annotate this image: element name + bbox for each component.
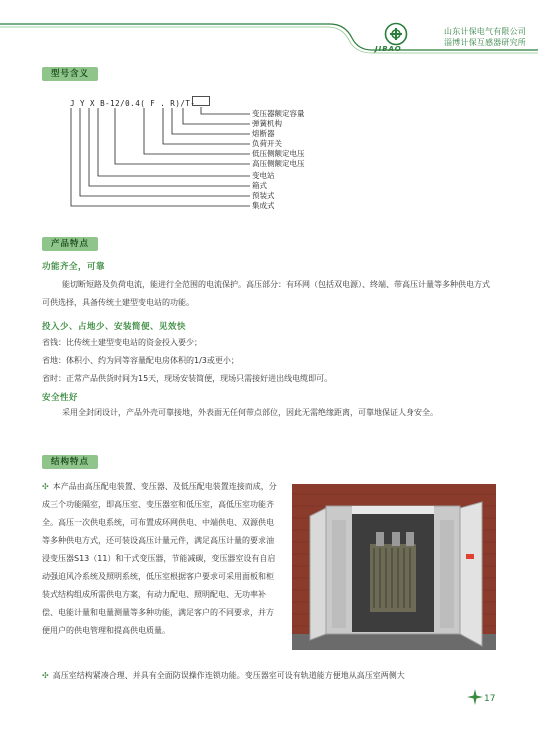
substation-photo: [292, 484, 496, 650]
feature-line-1: 省钱：比传统土建型变电站的资金投入要少；: [42, 338, 202, 347]
structure-text-1: 本产品由高压配电装置、变压器、及低压配电装置连接而成，分成三个功能隔室，即高压室、变压器室和低压室，高低压室功能齐全。高压一次供电系统，可布置成环网供电、中端供电、双源供电等多种供电方式，还可装设高压计量元件，满足高压计量的要求油浸变压器S13（11）和干式变压器，节能减碳，变压器室设有自启动强迫风冷系统及照明系统，低压室根据客户要求可采用面板和柜装式结构组成所需供电方案，有动力配电、照明配电、无功率补偿、电能计量和电量测量等多种功能，满足客户的不同要求，并方便用户的供电管理和提高供电质量。: [42, 482, 277, 635]
tree-label-10: 集成式: [252, 201, 275, 210]
structure-paragraph-2: [42, 670, 502, 681]
tree-label-1: 变压器额定容量: [252, 109, 305, 118]
bullet-star-icon: ✣: [42, 482, 49, 491]
tree-label-6: 高压侧额定电压: [252, 159, 305, 168]
tree-label-2: 弹簧机构: [252, 119, 282, 128]
section-product-features: 产品特点: [42, 237, 98, 251]
page-star-icon: [467, 689, 483, 705]
company-name-1: 山东计保电气有限公司: [444, 27, 526, 36]
feature-paragraph-3: 采用全封闭设计，产品外壳可靠接地，外表面无任何带点部位，因此无需绝缘距离，可靠地保证人身安全。: [62, 408, 438, 417]
section-structure-features: 结构特点: [42, 455, 98, 469]
tree-label-3: 熔断器: [252, 129, 275, 138]
feature-paragraph-1: 能切断短路及负荷电流，能进行全范围的电流保护。高压部分：有环网（包括双电源）、终端、带高压计量等多种供电方式可供选择，具备传统土建型变电站的功能。: [42, 280, 490, 307]
structure-paragraph-1: [42, 478, 279, 640]
tree-label-7: 变电站: [252, 171, 275, 180]
section-model-meaning: 型号含义: [42, 67, 98, 81]
tree-label-5: 低压侧额定电压: [252, 149, 305, 158]
feature-heading-3: 安全性好: [42, 393, 79, 403]
company-name-2: 淄博计保互感器研究所: [444, 38, 526, 47]
model-tree-diagram: [60, 104, 260, 226]
feature-heading-2: 投入少、占地少、安装简便、见效快: [42, 322, 187, 332]
company-logo-icon: [384, 22, 408, 46]
tree-label-8: 箱式: [252, 181, 267, 190]
structure-text-2: 高压室结构紧凑合理、并具有全面防误操作连锁功能。变压器室可设有轨道能方便地从高压室两侧大: [52, 671, 405, 680]
tree-label-4: 负荷开关: [252, 139, 282, 148]
page-number: 17: [484, 694, 496, 704]
tree-label-9: 预装式: [252, 191, 275, 200]
bullet-star-icon: ✣: [42, 671, 49, 680]
company-names: [444, 26, 526, 48]
feature-line-2: 省地：体积小、约为同等容量配电房体积的1/3或更小；: [42, 356, 239, 365]
feature-heading-1: 功能齐全，可靠: [42, 262, 106, 272]
feature-line-3: 省时：正常产品供货时间为15天，现场安装简便，现场只需接好进出线电缆即可。: [42, 374, 333, 383]
model-code: J Y X B-12/0.4( F . R)/T-: [70, 99, 196, 108]
logo-text: JIBAO: [375, 45, 402, 53]
